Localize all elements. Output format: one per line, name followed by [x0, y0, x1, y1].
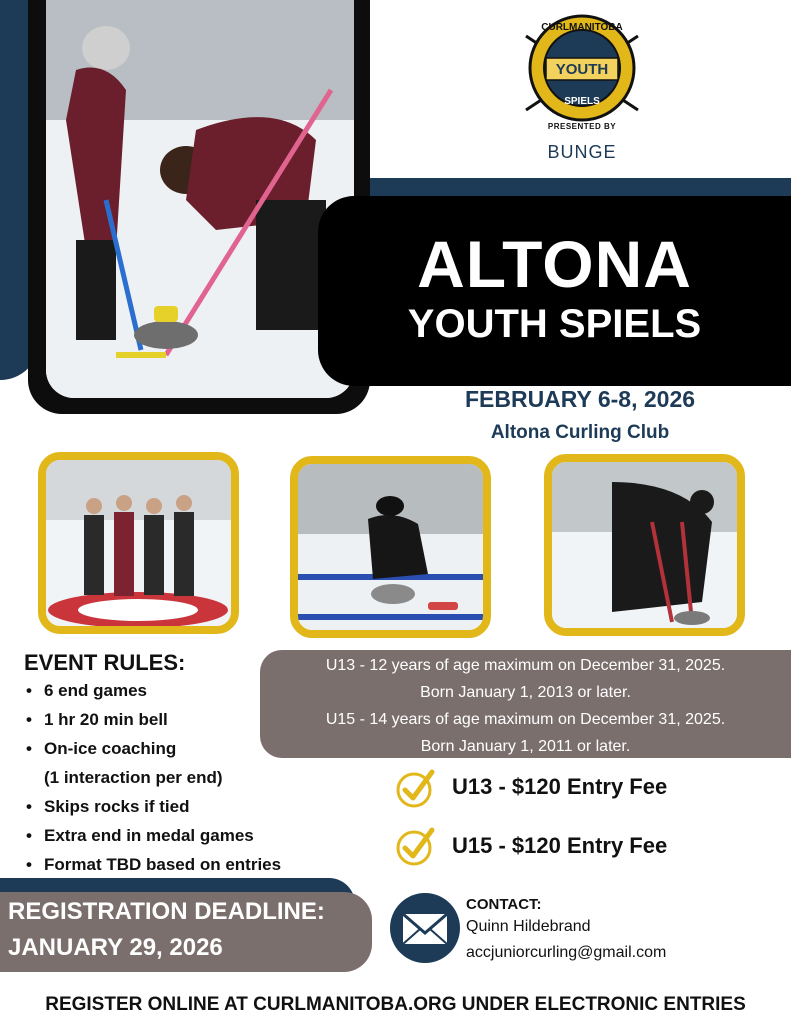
- rule-item-continuation: (1 interaction per end): [44, 768, 223, 787]
- checkmark-icon: [396, 768, 436, 808]
- checkmark-icon: [396, 826, 436, 866]
- event-venue: Altona Curling Club: [490, 422, 670, 443]
- contact-heading: CONTACT:: [466, 896, 542, 913]
- envelope-icon: [390, 893, 460, 963]
- u15-age-rule: U15 - 14 years of age maximum on December 31, 2025.: [325, 711, 726, 728]
- event-date: FEBRUARY 6-8, 2026: [464, 386, 696, 412]
- register-online-footer: REGISTER ONLINE AT CURLMANITOBA.ORG UNDER ELECTRONIC ENTRIES: [45, 994, 746, 1015]
- contact-name: Quinn Hildebrand: [466, 918, 591, 935]
- age-eligibility-box: [260, 650, 791, 758]
- u13-entry-fee: U13 - $120 Entry Fee: [452, 774, 668, 799]
- event-title-sub: YOUTH SPIELS: [407, 302, 702, 346]
- svg-text:CURLMANITOBA: CURLMANITOBA: [541, 22, 623, 33]
- rule-item: • Extra end in medal games: [24, 821, 281, 850]
- u15-birth-rule: Born January 1, 2011 or later.: [420, 738, 631, 755]
- contact-email[interactable]: accjuniorcurling@gmail.com: [466, 944, 667, 961]
- presented-by-label: PRESENTED BY: [547, 122, 617, 131]
- registration-deadline-date: JANUARY 29, 2026: [8, 934, 223, 961]
- event-title-main: ALTONA: [417, 227, 692, 301]
- u13-birth-rule: Born January 1, 2013 or later.: [420, 684, 631, 701]
- svg-text:SPIELS: SPIELS: [564, 96, 600, 107]
- photo-curler-delivery: [290, 456, 491, 638]
- event-rules-list: [24, 676, 281, 879]
- rule-item: • Format TBD based on entries: [24, 850, 281, 879]
- navy-accent-band: [330, 178, 791, 196]
- event-rules-heading: EVENT RULES:: [24, 650, 186, 675]
- curlmanitoba-youth-spiels-logo: [520, 6, 644, 130]
- photo-team-medals: [38, 452, 239, 634]
- hero-photo-sweepers: [46, 0, 354, 398]
- rule-item: • 1 hr 20 min bell: [24, 705, 281, 734]
- rule-item: • 6 end games: [24, 676, 281, 705]
- photo-sweeping: [544, 454, 745, 636]
- rule-item: • On-ice coaching: [24, 734, 281, 763]
- sponsor-logo-text: BUNGE: [547, 142, 617, 162]
- rule-item: • Skips rocks if tied: [24, 792, 281, 821]
- registration-deadline-label: REGISTRATION DEADLINE:: [8, 898, 325, 925]
- u15-entry-fee: U15 - $120 Entry Fee: [452, 833, 668, 858]
- svg-text:YOUTH: YOUTH: [555, 61, 609, 78]
- u13-age-rule: U13 - 12 years of age maximum on December 31, 2025.: [325, 657, 726, 674]
